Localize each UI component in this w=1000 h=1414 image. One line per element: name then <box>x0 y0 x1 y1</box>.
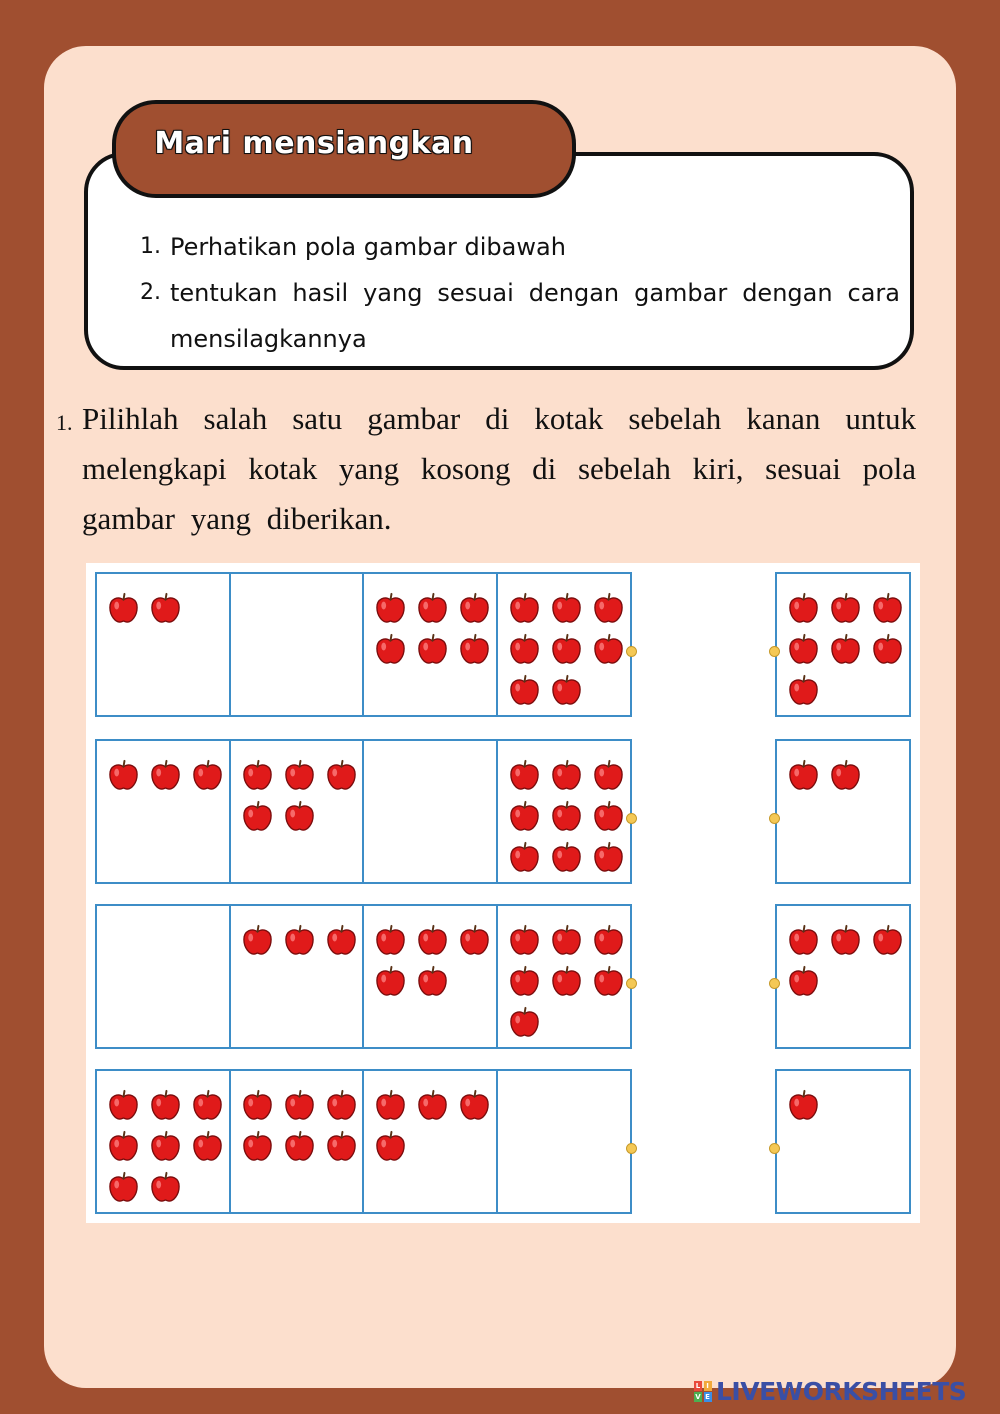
apple-icon <box>241 923 274 956</box>
brand-name: LIVEWORKSHEETS <box>716 1377 967 1406</box>
apple-icon <box>592 799 625 832</box>
apple-icon <box>592 840 625 873</box>
apple-icon <box>592 632 625 665</box>
apple-icon <box>829 591 862 624</box>
connector-dot-icon[interactable] <box>626 978 637 989</box>
apple-icon <box>787 673 820 706</box>
apple-icon <box>149 1129 182 1162</box>
matching-panel <box>86 563 920 1223</box>
apple-icon <box>374 1088 407 1121</box>
answer-option[interactable] <box>775 904 911 1049</box>
instructions-list <box>140 224 900 362</box>
apple-icon <box>508 591 541 624</box>
apple-icon <box>550 840 583 873</box>
apple-icon <box>787 964 820 997</box>
apple-icon <box>550 964 583 997</box>
apple-icon <box>458 923 491 956</box>
instruction-item <box>140 270 900 362</box>
answer-option[interactable] <box>775 739 911 884</box>
blank-cell <box>229 572 365 717</box>
apple-icon <box>374 632 407 665</box>
apple-icon <box>787 632 820 665</box>
sequence-cell <box>95 572 231 717</box>
apple-icon <box>829 923 862 956</box>
apple-icon <box>458 1088 491 1121</box>
blank-cell <box>95 904 231 1049</box>
instruction-text: tentukan hasil yang sesuai dengan gambar dengan cara mensilagkannya <box>170 279 900 353</box>
blank-cell <box>496 1069 632 1214</box>
apple-icon <box>550 758 583 791</box>
apple-icon <box>149 1088 182 1121</box>
apple-icon <box>550 632 583 665</box>
instruction-number: 1. <box>140 234 161 259</box>
apple-icon <box>871 632 904 665</box>
apple-icon <box>107 758 140 791</box>
connector-dot-icon[interactable] <box>626 1143 637 1154</box>
sequence-cell <box>496 572 632 717</box>
apple-icon <box>374 1129 407 1162</box>
apple-icon <box>416 632 449 665</box>
apple-icon <box>508 1005 541 1038</box>
instruction-number: 2. <box>140 280 161 305</box>
apple-icon <box>787 1088 820 1121</box>
question-number: 1. <box>56 410 73 435</box>
sequence-cell <box>229 739 365 884</box>
liveworksheets-logo-icon: L I V E <box>695 1381 710 1401</box>
sequence-cell <box>229 1069 365 1214</box>
apple-icon <box>550 673 583 706</box>
apple-icon <box>241 1088 274 1121</box>
apple-icon <box>592 591 625 624</box>
apple-icon <box>592 758 625 791</box>
apple-icon <box>829 632 862 665</box>
sequence-cell <box>496 904 632 1049</box>
apple-icon <box>508 758 541 791</box>
sequence-cell <box>362 1069 498 1214</box>
apple-icon <box>107 1088 140 1121</box>
apple-icon <box>508 964 541 997</box>
apple-icon <box>508 799 541 832</box>
apple-icon <box>149 1170 182 1203</box>
apple-icon <box>107 1170 140 1203</box>
instruction-text: Perhatikan pola gambar dibawah <box>170 233 566 261</box>
apple-icon <box>241 758 274 791</box>
apple-icon <box>149 758 182 791</box>
question-text: Pilihlah salah satu gambar di kotak sebelah kanan untuk melengkapi kotak yang kosong di sebelah kiri, sesuai pola gambar yang diberikan. <box>82 401 916 536</box>
apple-icon <box>283 1129 316 1162</box>
apple-icon <box>416 591 449 624</box>
apple-icon <box>325 1088 358 1121</box>
connector-dot-icon[interactable] <box>769 646 780 657</box>
apple-icon <box>871 591 904 624</box>
apple-icon <box>241 1129 274 1162</box>
title-tab <box>112 100 576 198</box>
apple-icon <box>191 1129 224 1162</box>
apple-icon <box>283 758 316 791</box>
sequence-cell <box>496 739 632 884</box>
apple-icon <box>241 799 274 832</box>
sequence-cell <box>95 1069 231 1214</box>
sequence-cell <box>229 904 365 1049</box>
connector-dot-icon[interactable] <box>769 813 780 824</box>
apple-icon <box>829 758 862 791</box>
apple-icon <box>787 758 820 791</box>
apple-icon <box>508 840 541 873</box>
connector-dot-icon[interactable] <box>626 646 637 657</box>
answer-option[interactable] <box>775 572 911 717</box>
apple-icon <box>550 799 583 832</box>
apple-icon <box>325 1129 358 1162</box>
apple-icon <box>508 632 541 665</box>
question <box>56 394 916 544</box>
apple-icon <box>550 923 583 956</box>
apple-icon <box>374 591 407 624</box>
apple-icon <box>191 1088 224 1121</box>
apple-icon <box>374 923 407 956</box>
page-title: Mari mensiangkan <box>154 126 474 161</box>
connector-dot-icon[interactable] <box>769 1143 780 1154</box>
connector-dot-icon[interactable] <box>626 813 637 824</box>
apple-icon <box>325 758 358 791</box>
apple-icon <box>592 964 625 997</box>
apple-icon <box>871 923 904 956</box>
connector-dot-icon[interactable] <box>769 978 780 989</box>
instruction-item <box>140 224 900 270</box>
apple-icon <box>191 758 224 791</box>
apple-icon <box>416 1088 449 1121</box>
apple-icon <box>592 923 625 956</box>
sequence-cell <box>95 739 231 884</box>
apple-icon <box>508 923 541 956</box>
apple-icon <box>325 923 358 956</box>
apple-icon <box>374 964 407 997</box>
apple-icon <box>550 591 583 624</box>
apple-icon <box>458 591 491 624</box>
brand-footer <box>694 1377 966 1406</box>
apple-icon <box>283 1088 316 1121</box>
apple-icon <box>283 923 316 956</box>
apple-icon <box>787 923 820 956</box>
apple-icon <box>787 591 820 624</box>
apple-icon <box>107 1129 140 1162</box>
apple-icon <box>458 632 491 665</box>
sequence-cell <box>362 904 498 1049</box>
apple-icon <box>508 673 541 706</box>
apple-icon <box>416 923 449 956</box>
apple-icon <box>416 964 449 997</box>
sequence-cell <box>362 572 498 717</box>
answer-option[interactable] <box>775 1069 911 1214</box>
apple-icon <box>283 799 316 832</box>
blank-cell <box>362 739 498 884</box>
apple-icon <box>149 591 182 624</box>
apple-icon <box>107 591 140 624</box>
